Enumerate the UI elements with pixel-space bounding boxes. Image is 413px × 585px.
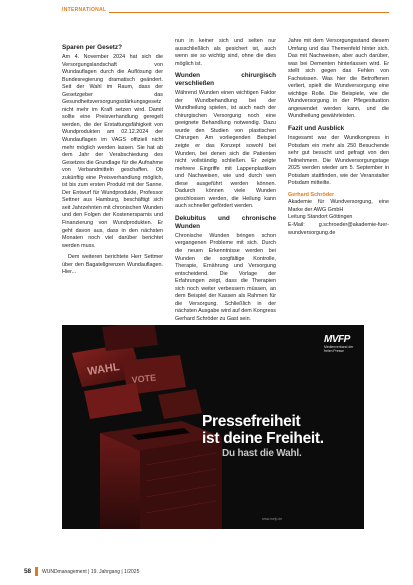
advertisement xyxy=(62,325,364,529)
headline-line-2: ist deine Freiheit. xyxy=(202,430,324,447)
header-rule xyxy=(62,12,389,13)
article-column-3 xyxy=(288,38,389,237)
logo-mark: MVFP xyxy=(324,334,350,345)
section-heading: Sparen per Gesetz? xyxy=(62,44,123,51)
paragraph: Während Wunden einen wichtigen Faktor der Wundbehandlung bei der Wundheilung spielen, ist auch nach der chirurgischen Versorgung noch eine geeignete Behandlung notwendig. Dazu wurde den Studien von plastischen Chirurgen Am vorliegenden Beispiel zeigte er das Konzept sowohl bei Wunden, bei denen sich die Patienten nicht vollständig schließen. Er zeigte mehrere Eingriffe mit Lappenplastiken und Nachweisen, wie und durch wen diese ausgeführt werden können. Dadurch können viele Wunden geschlossen werden, die Heilung kann auch schneller gefördert werden. xyxy=(175,90,276,210)
ad-footnote: www.mvfp.de xyxy=(262,517,283,521)
article-column-2 xyxy=(175,38,276,328)
paragraph: Dem weiteren berichtete Herr Settmer über den Bagatellgrenzen Wundauflagen. Hier... xyxy=(62,254,163,276)
paragraph: Jahre mit dem Versorgungsstand diesem Umfang und das Themenfeld hinter sich. Das mit Nachweisen, aber auch darüber, was bei Dementen hinterlassen wird. Er stellt sich gegen das Fehlen von Fachwissen. Was hier die Betroffenen verliert, spielt die Wundversorgung eine wichtige Rolle. Die Beispiele, wie die Wundversorgung in der Pflegesituation angewendet werden kann, und die Wundheilung gewährleisten. xyxy=(288,38,389,120)
publication-info: WUNDmanagement | 19. Jahrgang | 1/2025 xyxy=(42,569,140,575)
author-role: Leitung Standort Göttingen xyxy=(288,214,353,221)
author-email: E-Mail: g.schroeder@akademie-fuer-wundversorgung.de xyxy=(288,222,389,236)
ad-headline xyxy=(202,413,362,447)
paragraph: Insgesamt war der Wundkongress in Potsdam ein mehr als 250 Besuchende sehr gut besucht und gefragt von den Teilnehmern. Die Wundversorgungstage 2025 werden wieder am 5. September in Potsdam stattfinden, wie der Veranstalter Potsdam mitteilte. xyxy=(288,135,389,187)
author-name: Gerhard Schröder xyxy=(288,191,335,198)
article-column-1 xyxy=(62,44,163,281)
section-label: INTERNATIONAL xyxy=(62,7,109,13)
page-number: 58 xyxy=(24,568,32,575)
ballot-box-front xyxy=(140,437,222,529)
headline-line-1: Pressefreiheit xyxy=(202,413,301,430)
ad-tagline: Du hast die Wahl. xyxy=(222,448,302,459)
paragraph: Chronische Wunden bringen schon vergangenen Probleme mit sich. Durch die neuen Erkenntnisse werden bei Wunden die sorgfältige Kontrolle, Therapie, Ernährung und Versorgung entscheidend. Die Vorlage der Erfahrungen zeigt, dass die Therapien sich noch weiter verbessern müssen, an dem Beispiel der Kassen als Rahmen für die Versorgung. Schließlich in der nächsten Ausgabe wird auf dem Kongress Gerhard Schröder zu Gast sein. xyxy=(175,232,276,322)
paragraph: nun in keiner sich und selten nur ausschließlich als gesichert ist, auch wenn sie so wichtig sind, ohne die dies möglich ist. xyxy=(175,38,276,67)
paragraph: Am 4. November 2024 hat sich die Versorgungslandschaft von Wundauflagen durch die Auflösung der Bundesregierung dramatisch geändert. Seit der Wahl im Raum, dass der Gesetzgeber das Gesundheitsversorgungsstärkungsgesetz nicht mehr im Kraft setzen wird. Damit sollte eine Preisverhandlung geregelt werden, die der Erstattungsfähigkeit von Wundprodukten am 02.12.2024 der Wundauflagen im VAGS offiziell nicht mehr möglich werden lassen. Sie hat ab dem Jahr der Verabschiedung des Gesetzes die Grundlage für die Aufnahme von Verbandmitteln geschaffen. Ob zukünftig eine Preisverhandlung möglich, ist bis zum ersten Produkt mit der Sanne. Der Entwurf für Wundprodukte, Professor Settner aus Hamburg, beschäftigt sich seit Jahrzehnten mit chronischen Wunden und den Folgen der Kostenersparnis und Finanzierung von Wundprodukten. Er geht davon aus, dass in den nächsten Monaten noch viel darüber berichtet werden muss. xyxy=(62,54,163,249)
section-heading: Wunden chirurgisch verschließen xyxy=(175,72,276,88)
ballot-text-2: VOTE xyxy=(131,372,157,385)
ballot-text-1: WAHL xyxy=(86,361,121,378)
logo-subtitle: Medienverband der freien Presse xyxy=(324,345,354,353)
section-heading: Fazit und Ausblick xyxy=(288,125,345,133)
author-affiliation: Akademie für Wundversorgung, eine Marke der AWG GmbH xyxy=(288,199,389,213)
footer-accent-bar xyxy=(35,567,38,576)
section-heading: Dekubitus und chronische Wunden xyxy=(175,214,276,230)
mvfp-logo xyxy=(324,335,356,353)
